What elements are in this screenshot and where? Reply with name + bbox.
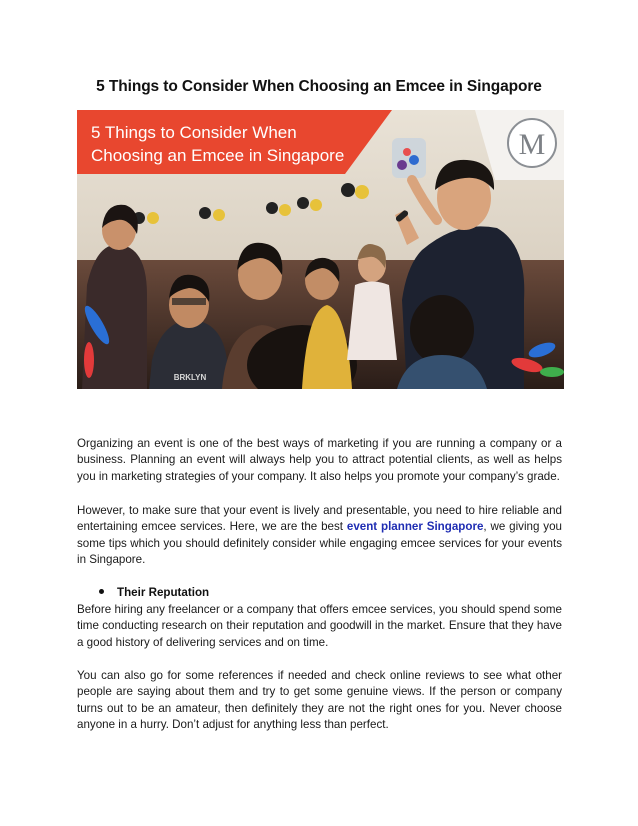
paragraph-services (77, 503, 562, 568)
event-planner-link[interactable]: event planner Singapore (346, 520, 484, 534)
banner-line1: 5 Things to Consider When (91, 123, 297, 142)
paragraph-reputation: Before hiring any freelancer or a company that offers emcee services, you should spend some time conducting research on their reputation and goodwill in the market. Ensure that they have a good history of delivering services and on time. (77, 603, 562, 649)
document-title: 5 Things to Consider When Choosing an Emcee in Singapore (96, 78, 542, 95)
banner-line2: Choosing an Emcee in Singapore (91, 146, 345, 165)
paragraph-intro: Organizing an event is one of the best ways of marketing if you are running a company or a business. Planning an event will always help you to attract potential clients, as well as helps you in marketing strategies of your company. It also helps you promote your company’s grade. (77, 437, 562, 483)
hero-photo-illustration (77, 110, 564, 389)
bullet-their-reputation (99, 586, 209, 599)
bullet-dot-icon (99, 589, 104, 594)
hero-image (77, 110, 564, 389)
shirt-text: BRKLYN (173, 373, 207, 382)
paragraph-services-text-start: However, to make sure that your event is lively and presentable, you need to hire reliable and entertaining emcee services. Here, we are the best (77, 504, 562, 534)
logo-letter: M (518, 128, 546, 161)
paragraph-references: You can also go for some references if needed and check online reviews to see what other people are saying about them and try to get some genuine views. If the person or company turns out to be an amateur, then definitely they are not the right ones for you. Never choose anyone in a hurry. Don’t adjust for anything less than perfect. (77, 669, 562, 731)
paragraph-services-text-end: , we giving you some tips which you should definitely consider while engaging emcee services for your events in Singapore. (77, 520, 562, 566)
bullet-heading: Their Reputation (117, 586, 210, 599)
